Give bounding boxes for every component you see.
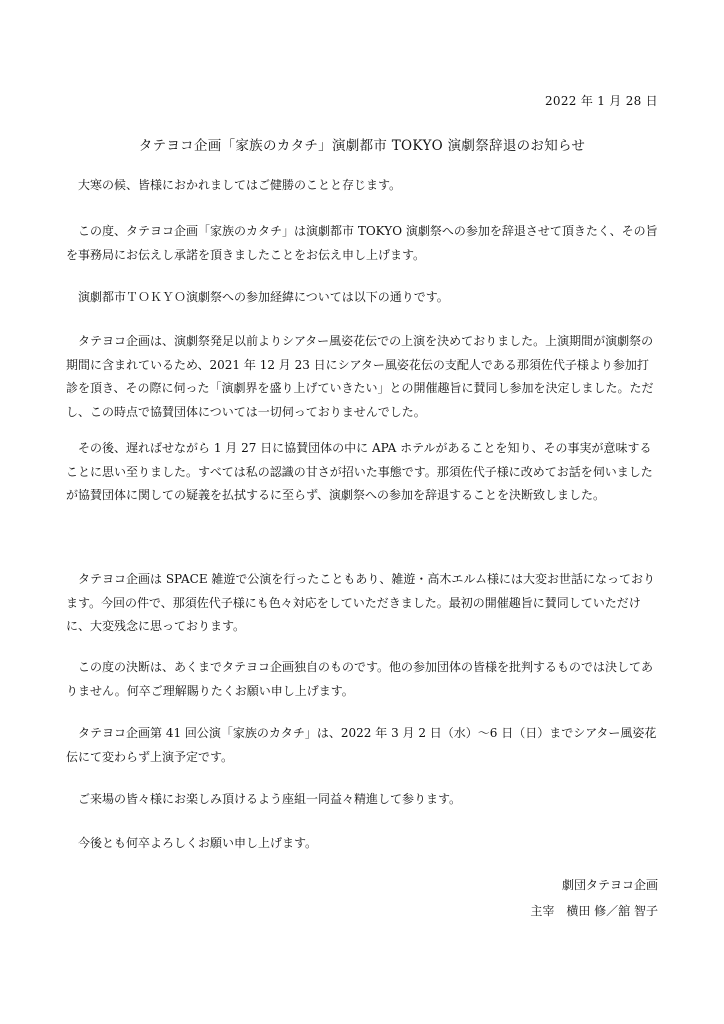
paragraph-independent-decision: この度の決断は、あくまでタテヨコ企画独自のものです。他の参加団体の皆様を批判するものでは決してありません。何卒ご理解賜りたくお願い申し上げます。	[66, 660, 654, 698]
paragraph-closing: 今後とも何卒よろしくお願い申し上げます。	[78, 836, 318, 850]
paragraph-greeting: 大寒の候、皆様におかれましてはご健勝のことと存じます。	[78, 178, 402, 192]
paragraph-participation-history: タテヨコ企画は、演劇祭発足以前よりシアター風姿花伝での上演を決めておりました。上演期間が演劇祭の期間に含まれているため、2021 年 12 月 23 日にシアター風姿花伝の支配人である那須佐代子様より参加打診を頂き、その際に伺った「演劇界を盛り上げていきたい」との開催趣旨に賛同し参加を決定しました。ただし、この時点で協賛団体については一切伺っておりませんでした。	[66, 334, 654, 419]
paragraph-performance-schedule: タテヨコ企画第 41 回公演「家族のカタチ」は、2022 年 3 月 2 日（水）～6 日（日）までシアター風姿花伝にて変わらず上演予定です。	[66, 726, 657, 764]
paragraph-background-intro: 演劇都市ＴＯＫＹＯ演劇祭への参加経緯については以下の通りです。	[78, 290, 449, 304]
paragraph-gratitude: タテヨコ企画は SPACE 雑遊で公演を行ったこともあり、雑遊・高木エルム様には大変お世話になっております。今回の件で、那須佐代子様にも色々対応をしていただきました。最初の開催趣旨に賛同していただけに、大変残念に思っております。	[66, 572, 655, 633]
signature-organization: 劇団タテヨコ企画	[561, 878, 658, 892]
paragraph-commitment: ご来場の皆々様にお楽しみ頂けるよう座組一同益々精進して参ります。	[78, 792, 462, 806]
document-date: 2022 年 1 月 28 日	[544, 94, 658, 108]
paragraph-decision-reason: その後、遅ればせながら 1 月 27 日に協賛団体の中に APA ホテルがあることを知り、その事実が意味することに思い至りました。すべては私の認識の甘さが招いた事態です。那須佐代子様に改めてお話を伺いましたが協賛団体に関しての疑義を払拭するに至らず、演劇祭への参加を辞退することを決断致しました。	[66, 441, 653, 502]
signature-representatives: 主宰 横田 修／舘 智子	[530, 904, 658, 918]
paragraph-withdrawal-notice: この度、タテヨコ企画「家族のカタチ」は演劇都市 TOKYO 演劇祭への参加を辞退させて頂きたく、その旨を事務局にお伝えし承諾を頂きましたことをお伝え申し上げます。	[66, 224, 658, 262]
document-title: タテヨコ企画「家族のカタチ」演劇都市 TOKYO 演劇祭辞退のお知らせ	[138, 138, 586, 154]
